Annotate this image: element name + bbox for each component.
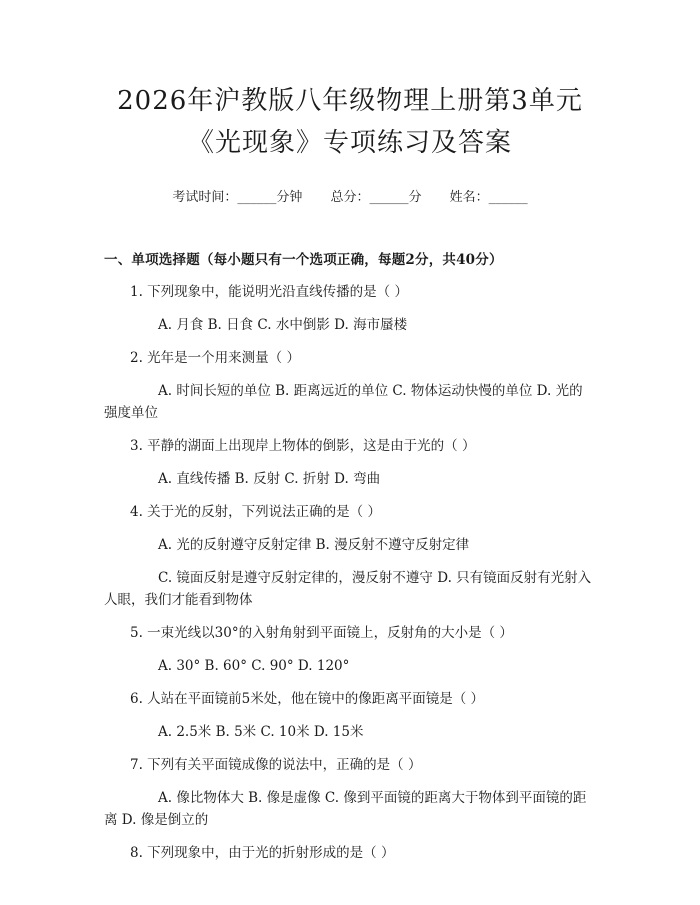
question-7-options: A. 像比物体大 B. 像是虚像 C. 像到平面镜的距离大于物体到平面镜的距离 D. 像是倒立的: [104, 790, 587, 828]
question-6-stem: 6. 人站在平面镜前5米处，他在镜中的像距离平面镜是（ ）: [130, 691, 485, 707]
exam-info: [104, 188, 596, 208]
question-3-stem: 3. 平静的湖面上出现岸上物体的倒影，这是由于光的（ ）: [130, 438, 476, 454]
question-1-options: A. 月食 B. 日食 C. 水中倒影 D. 海市蜃楼: [158, 317, 408, 333]
section-heading: 一、单项选择题（每小题只有一个选项正确，每题2分，共40分）: [104, 252, 503, 268]
question-5-stem: 5. 一束光线以30°的入射角射到平面镜上，反射角的大小是（ ）: [130, 625, 513, 641]
question-list: [104, 281, 596, 864]
question-4-options: A. 光的反射遵守反射定律 B. 漫反射不遵守反射定律: [158, 537, 470, 553]
document-title: 2026年沪教版八年级物理上册第3单元《光现象》专项练习及答案: [117, 86, 583, 158]
question-4-options-continued: C. 镜面反射是遵守反射定律的，漫反射不遵守 D. 只有镜面反射有光射入人眼，我们才能看到物体: [104, 570, 592, 608]
question-4-stem: 4. 关于光的反射，下列说法正确的是（ ）: [130, 504, 381, 520]
student-name-field: 姓名：______: [449, 190, 528, 205]
question-6-options: A. 2.5米 B. 5米 C. 10米 D. 15米: [158, 724, 364, 740]
question-8-stem: 8. 下列现象中，由于光的折射形成的是（ ）: [130, 845, 395, 861]
question-2-stem: 2. 光年是一个用来测量（ ）: [130, 350, 300, 366]
exam-time-field: 考试时间：______分钟: [172, 190, 303, 205]
question-5-options: A. 30° B. 60° C. 90° D. 120°: [158, 658, 350, 674]
question-3-options: A. 直线传播 B. 反射 C. 折射 D. 弯曲: [158, 471, 381, 487]
question-1-stem: 1. 下列现象中，能说明光沿直线传播的是（ ）: [130, 284, 408, 300]
question-2-options: A. 时间长短的单位 B. 距离远近的单位 C. 物体运动快慢的单位 D. 光的强度单位: [104, 383, 583, 421]
question-7-stem: 7. 下列有关平面镜成像的说法中，正确的是（ ）: [130, 757, 422, 773]
total-score-field: 总分：______分: [330, 190, 422, 205]
